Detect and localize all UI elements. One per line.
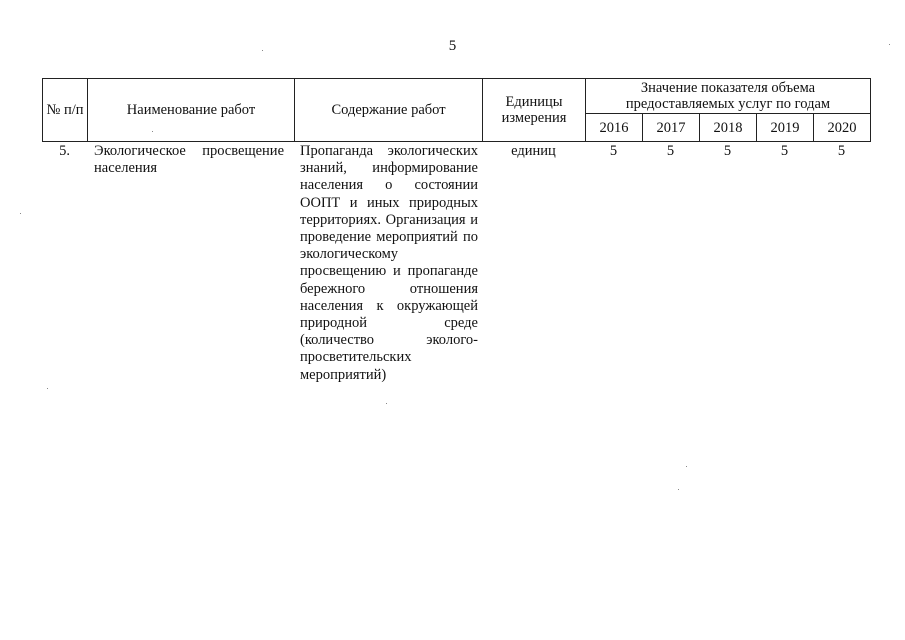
- row-num: 5.: [59, 143, 70, 159]
- header-indicator-group: Значение показателя объема предоставляемых услуг по годам: [586, 79, 871, 114]
- header-year: 2016: [586, 114, 643, 142]
- row-name: Экологическое просвещение населения: [94, 143, 284, 177]
- table-row: [42, 143, 867, 403]
- header-unit: Единицы измерения: [483, 79, 586, 142]
- scan-speck: [889, 44, 890, 45]
- row-content: Пропаганда экологических знаний, информирование населения о состоянии ООПТ и иных природных территориях. Организация и проведение мероприятий по экологическому просвещению и пропаганде бережного отношения населения к окружающей природной среде (количество эколого-просветительских мероприятий): [300, 143, 478, 383]
- row-value-2018: 5: [723, 143, 732, 159]
- row-value-2016: 5: [609, 143, 618, 159]
- scan-speck: [262, 50, 263, 51]
- scan-speck: [386, 403, 387, 404]
- header-year: 2019: [757, 114, 814, 142]
- scan-speck: [678, 489, 679, 490]
- row-value-2017: 5: [666, 143, 675, 159]
- header-year: 2017: [643, 114, 700, 142]
- scan-speck: [686, 466, 687, 467]
- header-year: 2018: [700, 114, 757, 142]
- table-header: [42, 78, 871, 142]
- row-value-2020: 5: [837, 143, 846, 159]
- header-name: Наименование работ: [88, 79, 295, 142]
- header-num: № п/п: [43, 79, 88, 142]
- row-value-2019: 5: [780, 143, 789, 159]
- scan-speck: [152, 131, 153, 132]
- scan-speck: [20, 213, 21, 214]
- scan-speck: [47, 388, 48, 389]
- page-number: 5: [448, 38, 457, 54]
- header-content: Содержание работ: [295, 79, 483, 142]
- row-unit: единиц: [511, 143, 556, 159]
- header-year: 2020: [814, 114, 871, 142]
